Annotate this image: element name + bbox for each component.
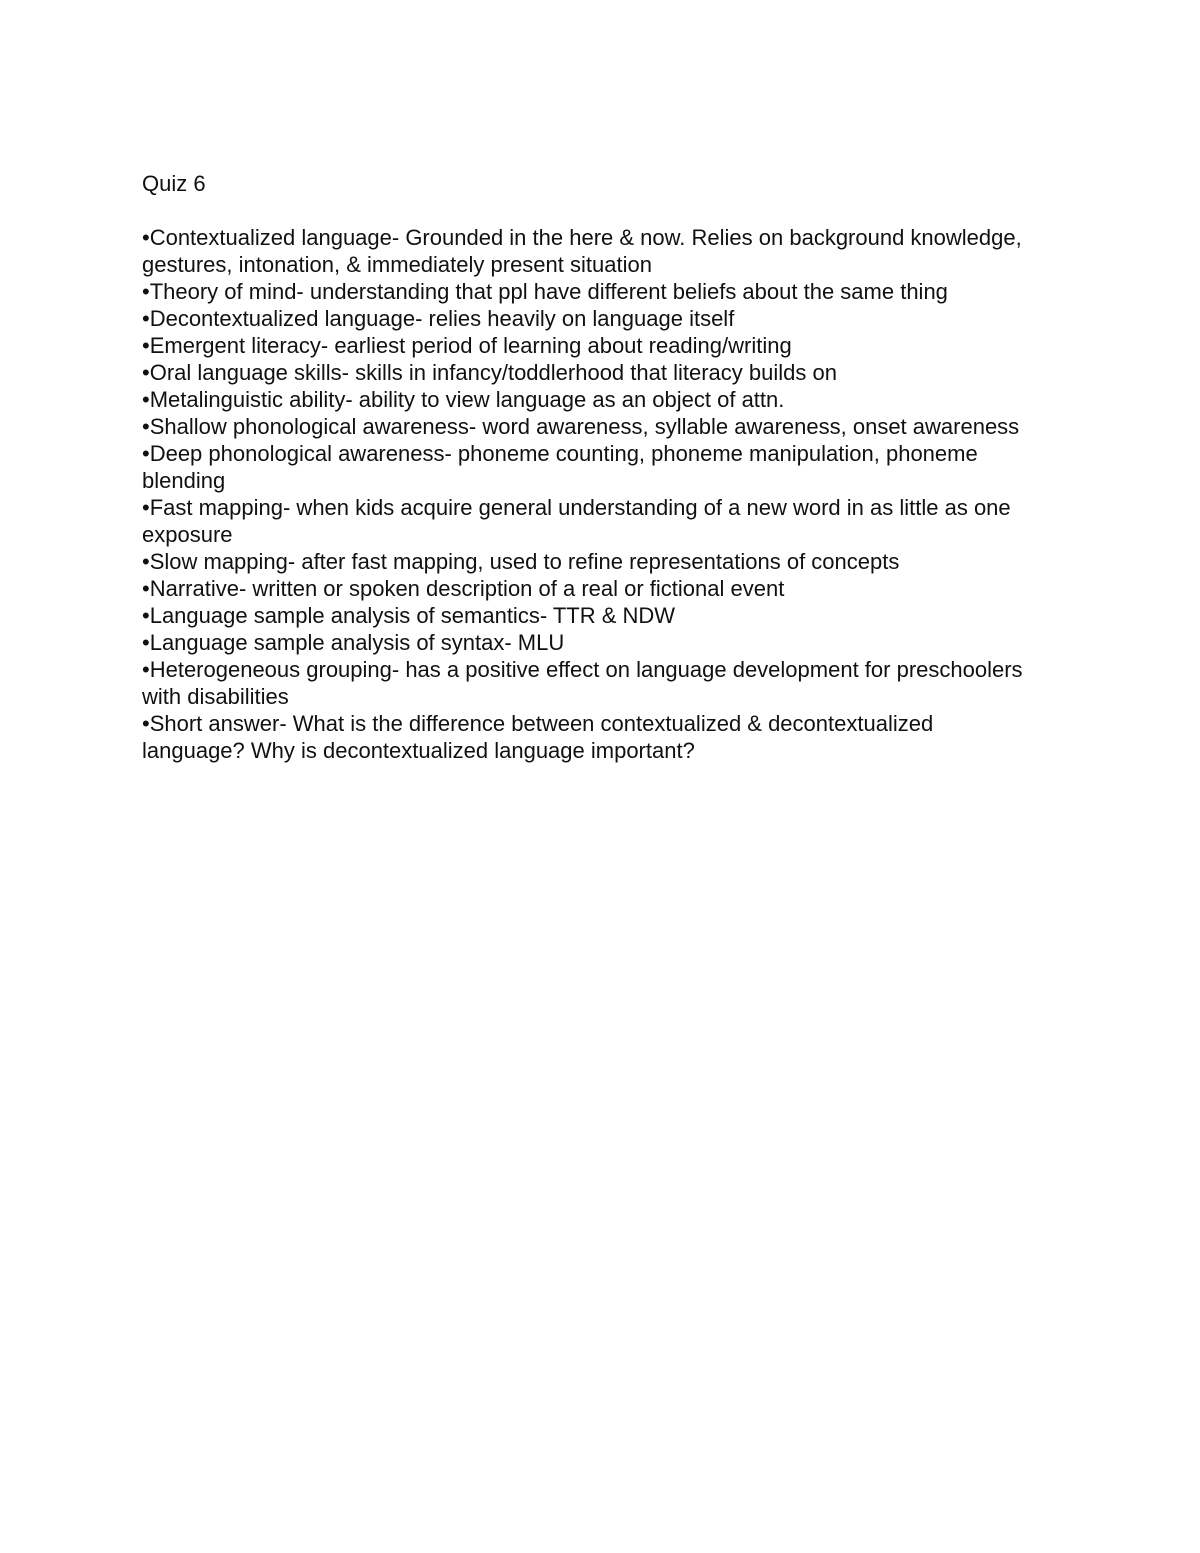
- list-item: •Language sample analysis of syntax- MLU: [142, 630, 565, 655]
- list-item: •Slow mapping- after fast mapping, used to refine representations of concepts: [142, 549, 900, 574]
- list-item: •Decontextualized language- relies heavily on language itself: [142, 306, 735, 331]
- list-item: •Metalinguistic ability- ability to view language as an object of attn.: [142, 387, 785, 412]
- list-item: •Oral language skills- skills in infancy/toddlerhood that literacy builds on: [142, 360, 837, 385]
- list-item: •Shallow phonological awareness- word awareness, syllable awareness, onset awareness: [142, 414, 1020, 439]
- document-content: [142, 170, 1042, 764]
- list-item: •Deep phonological awareness- phoneme counting, phoneme manipulation, phoneme blending: [142, 441, 978, 493]
- list-item: •Fast mapping- when kids acquire general understanding of a new word in as little as one exposure: [142, 495, 1011, 547]
- notes-list: [142, 224, 1042, 764]
- list-item: •Emergent literacy- earliest period of learning about reading/writing: [142, 333, 792, 358]
- list-item: •Heterogeneous grouping- has a positive effect on language development for preschoolers with disabilities: [142, 657, 1023, 709]
- list-item: •Contextualized language- Grounded in the here & now. Relies on background knowledge, gestures, intonation, & immediately present situation: [142, 225, 1022, 277]
- list-item: •Short answer- What is the difference between contextualized & decontextualized language? Why is decontextualized language important?: [142, 711, 934, 763]
- list-item: •Language sample analysis of semantics- TTR & NDW: [142, 603, 676, 628]
- document-title: Quiz 6: [142, 171, 206, 196]
- list-item: •Theory of mind- understanding that ppl have different beliefs about the same thing: [142, 279, 948, 304]
- list-item: •Narrative- written or spoken description of a real or fictional event: [142, 576, 785, 601]
